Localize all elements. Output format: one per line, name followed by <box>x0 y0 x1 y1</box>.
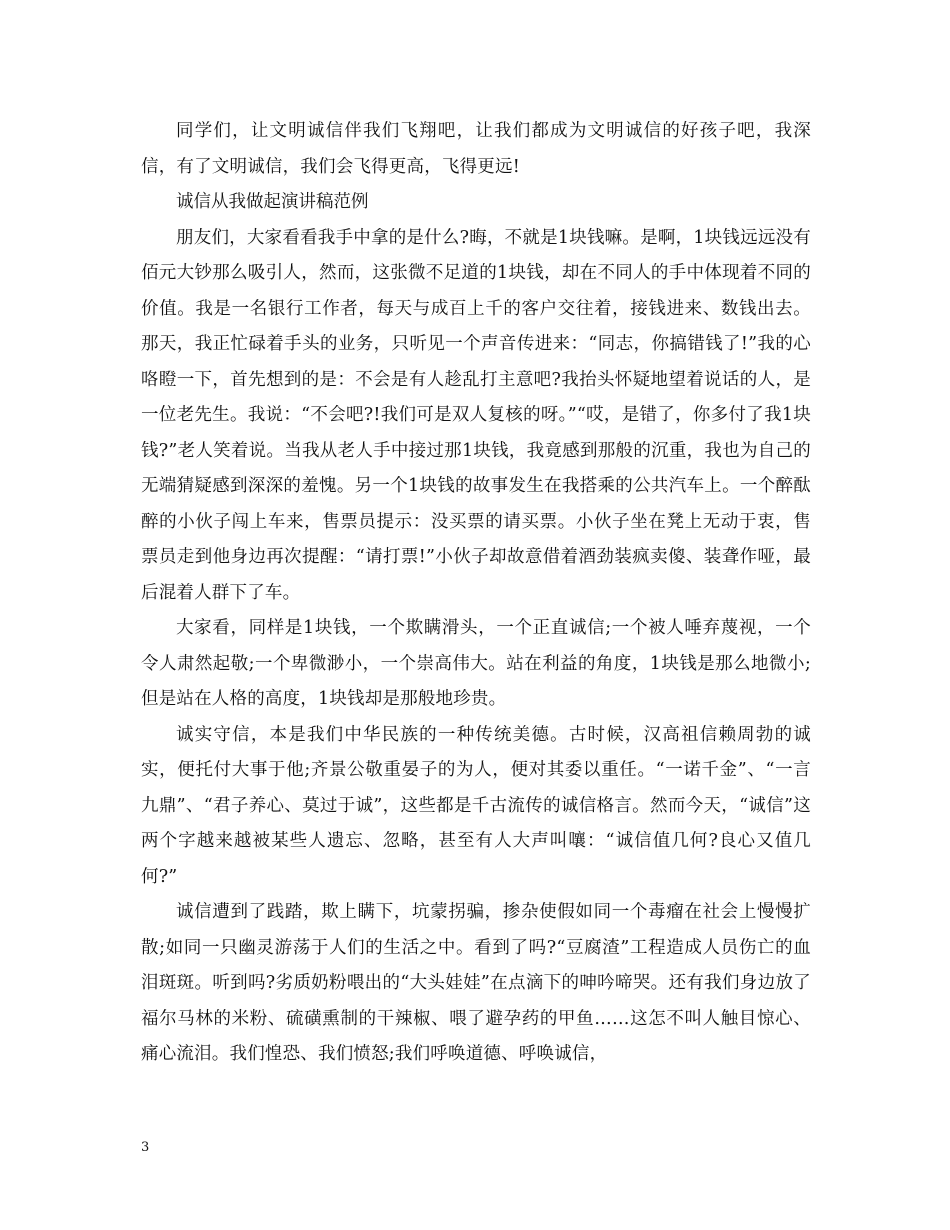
document-body <box>141 114 811 1073</box>
paragraph-tradition: 诚实守信，本是我们中华民族的一种传统美德。古时候，汉高祖信赖周勃的诚实，便托付大事于他;齐景公敬重晏子的为人，便对其委以重任。“一诺千金”、“一言九鼎”、“君子养心、莫过于诚”，这些都是千古流传的诚信格言。然而今天，“诚信”这两个字越来越被某些人遗忘、忽略，甚至有人大声叫嚷：“诚信值几何?良心又值几何?” <box>141 724 811 887</box>
section-heading: 诚信从我做起演讲稿范例 <box>176 192 369 212</box>
page-number: 3 <box>141 1140 150 1155</box>
paragraph-story: 朋友们，大家看看我手中拿的是什么?晦，不就是1块钱嘛。是啊，1块钱远远没有佰元大钞那么吸引人，然而，这张微不足道的1块钱，却在不同人的手中体现着不同的价值。我是一名银行工作者，每天与成百上千的客户交往着，接钱进来、数钱出去。那天，我正忙碌着手头的业务，只听见一个声音传进来：“同志，你搞错钱了!”我的心咯瞪一下，首先想到的是：不会是有人趁乱打主意吧?我抬头怀疑地望着说话的人，是一位老先生。我说：“不会吧?!我们可是双人复核的呀。”“哎，是错了，你多付了我1块钱?”老人笑着说。当我从老人手中接过那1块钱，我竟感到那般的沉重，我也为自己的无端猜疑感到深深的羞愧。另一个1块钱的故事发生在我搭乘的公共汽车上。一个醉酞醉的小伙子闯上车来，售票员提示：没买票的请买票。小伙子坐在凳上无动于衷，售票员走到他身边再次提醒：“请打票!”小伙子却故意借着酒劲装疯卖傻、装聋作哑，最后混着人群下了车。 <box>141 227 811 603</box>
paragraph-comparison: 大家看，同样是1块钱，一个欺瞒滑头，一个正直诚信;一个被人唾弃蔑视，一个令人肃然起敬;一个卑微渺小，一个崇高伟大。站在利益的角度，1块钱是那么地微小;但是站在人格的高度，1块钱却是那般地珍贵。 <box>141 618 811 709</box>
paragraph-closing: 同学们，让文明诚信伴我们飞翔吧，让我们都成为文明诚信的好孩子吧，我深信，有了文明诚信，我们会飞得更高，飞得更远! <box>141 121 811 177</box>
paragraph-society: 诚信遭到了践踏，欺上瞒下，坑蒙拐骗，掺杂使假如同一个毒瘤在社会上慢慢扩散;如同一只幽灵游荡于人们的生活之中。看到了吗?“豆腐渣”工程造成人员伤亡的血泪斑斑。听到吗?劣质奶粉喂出的“大头娃娃”在点滴下的呻吟啼哭。还有我们身边放了福尔马林的米粉、硫磺熏制的干辣椒、喂了避孕药的甲鱼……这怎不叫人触目惊心、痛心流泪。我们惶恐、我们愤怒;我们呼唤道德、呼唤诚信， <box>141 902 811 1064</box>
